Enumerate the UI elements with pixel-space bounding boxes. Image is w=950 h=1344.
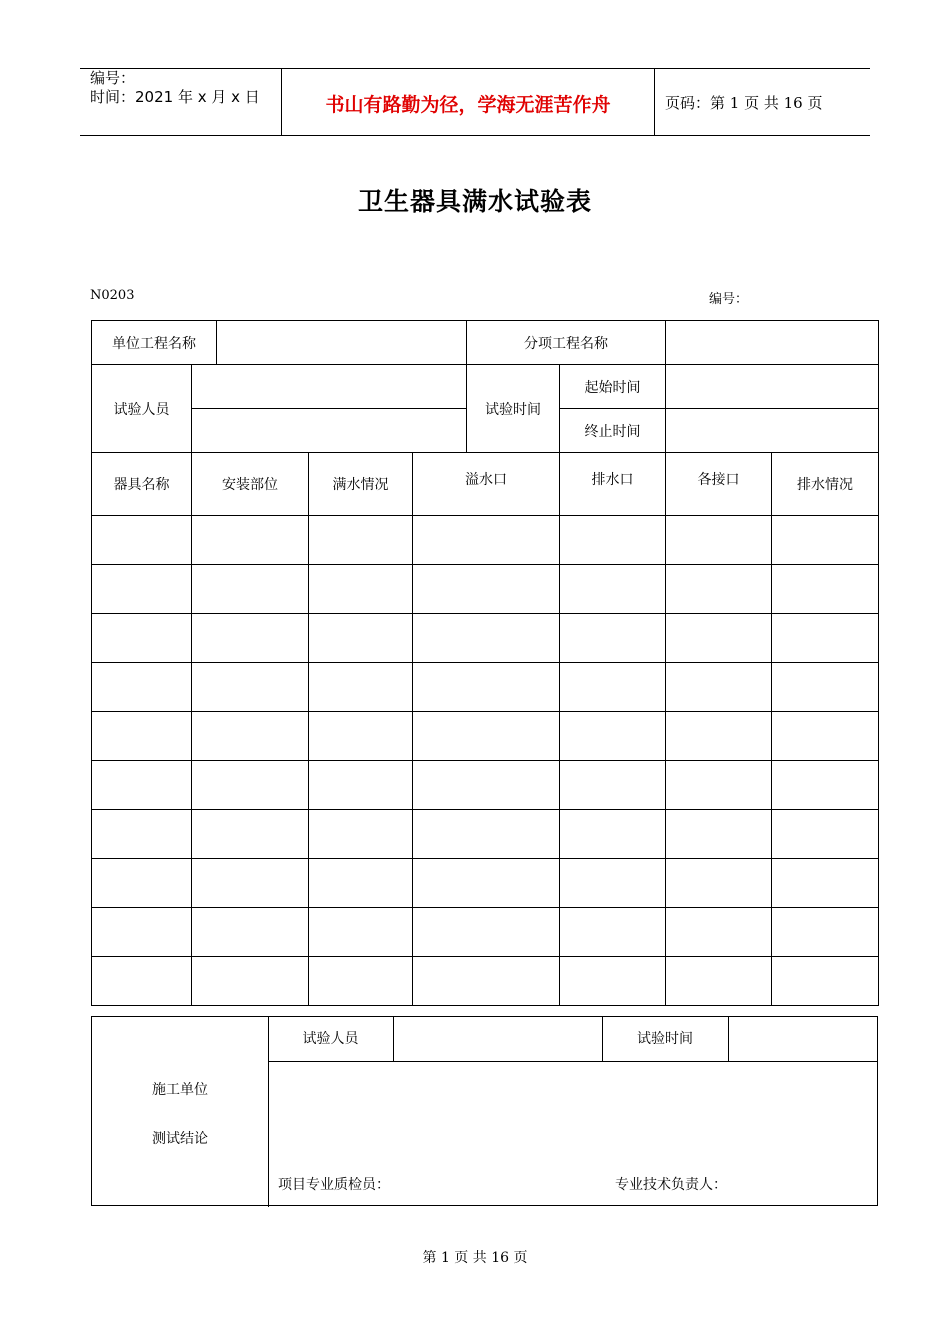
table-cell[interactable] <box>772 761 879 810</box>
table-cell[interactable] <box>560 712 666 761</box>
unit-project-name-label: 单位工程名称 <box>92 321 217 365</box>
table-cell[interactable] <box>560 663 666 712</box>
table-cell[interactable] <box>309 516 413 565</box>
tester-label: 试验人员 <box>92 365 192 453</box>
start-time-field[interactable] <box>666 365 879 409</box>
page-info: 页码：第 1 页 共 16 页 <box>665 94 823 112</box>
table-cell[interactable] <box>309 908 413 957</box>
table-cell[interactable] <box>192 712 309 761</box>
table-cell[interactable] <box>772 859 879 908</box>
form-code: N0203 <box>90 288 135 303</box>
table-cell[interactable] <box>666 614 772 663</box>
table-cell[interactable] <box>92 957 192 1006</box>
table-cell[interactable] <box>560 810 666 859</box>
conclusion-tester-field[interactable] <box>394 1017 602 1061</box>
table-cell[interactable] <box>192 663 309 712</box>
table-cell[interactable] <box>192 565 309 614</box>
test-time-label: 试验时间 <box>467 365 560 453</box>
conclusion-test-time-label: 试验时间 <box>637 1031 693 1047</box>
table-cell[interactable] <box>772 957 879 1006</box>
table-cell[interactable] <box>772 712 879 761</box>
table-cell[interactable] <box>309 859 413 908</box>
sub-project-name-label: 分项工程名称 <box>467 321 666 365</box>
table-cell[interactable] <box>413 663 560 712</box>
table-cell[interactable] <box>309 663 413 712</box>
table-cell[interactable] <box>192 516 309 565</box>
table-cell[interactable] <box>192 761 309 810</box>
tester-row-1 <box>92 365 879 409</box>
serial-label: 编号： <box>90 69 136 87</box>
table-cell[interactable] <box>772 908 879 957</box>
table-cell[interactable] <box>192 859 309 908</box>
table-cell[interactable] <box>772 663 879 712</box>
table-cell[interactable] <box>92 614 192 663</box>
table-cell[interactable] <box>309 614 413 663</box>
table-cell[interactable] <box>92 516 192 565</box>
col-header-fixture-name: 器具名称 <box>92 453 192 516</box>
table-cell[interactable] <box>560 859 666 908</box>
table-row <box>92 663 879 712</box>
table-cell[interactable] <box>666 663 772 712</box>
test-conclusion-label: 测试结论 <box>152 1131 208 1147</box>
col-header-full-water: 满水情况 <box>309 453 413 516</box>
time-label: 时间：2021 年 x 月 x 日 <box>90 88 260 106</box>
table-cell[interactable] <box>772 565 879 614</box>
table-cell[interactable] <box>309 957 413 1006</box>
table-row <box>92 957 879 1006</box>
page-footer: 第 1 页 共 16 页 <box>422 1250 528 1266</box>
table-cell[interactable] <box>192 810 309 859</box>
table-cell[interactable] <box>309 761 413 810</box>
table-cell[interactable] <box>666 516 772 565</box>
header-left <box>90 69 260 107</box>
table-cell[interactable] <box>92 663 192 712</box>
start-time-label: 起始时间 <box>560 365 666 409</box>
table-cell[interactable] <box>92 565 192 614</box>
table-cell[interactable] <box>560 908 666 957</box>
col-header-drain: 排水口 <box>560 453 666 516</box>
table-cell[interactable] <box>413 957 560 1006</box>
table-cell[interactable] <box>92 761 192 810</box>
table-row <box>92 761 879 810</box>
table-cell[interactable] <box>413 859 560 908</box>
end-time-label: 终止时间 <box>560 409 666 453</box>
conclusion-section <box>91 1016 878 1206</box>
col-header-overflow: 溢水口 <box>413 453 560 516</box>
table-cell[interactable] <box>413 761 560 810</box>
conclusion-test-time-field[interactable] <box>729 1017 877 1061</box>
project-row <box>92 321 879 365</box>
quality-inspector-label: 项目专业质检员： <box>278 1177 390 1193</box>
table-cell[interactable] <box>666 712 772 761</box>
table-row <box>92 565 879 614</box>
table-cell[interactable] <box>92 810 192 859</box>
tester-field-2[interactable] <box>192 409 467 453</box>
header-bottom-rule <box>80 135 870 136</box>
table-cell[interactable] <box>92 859 192 908</box>
construction-unit-label: 施工单位 <box>152 1082 208 1098</box>
table-cell[interactable] <box>772 516 879 565</box>
table-cell[interactable] <box>560 761 666 810</box>
table-cell[interactable] <box>560 516 666 565</box>
table-row <box>92 908 879 957</box>
end-time-field[interactable] <box>666 409 879 453</box>
table-cell[interactable] <box>666 859 772 908</box>
table-cell[interactable] <box>772 614 879 663</box>
table-cell[interactable] <box>92 908 192 957</box>
table-cell[interactable] <box>560 565 666 614</box>
table-cell[interactable] <box>560 614 666 663</box>
table-row <box>92 810 879 859</box>
table-cell[interactable] <box>309 712 413 761</box>
test-table <box>91 320 879 1006</box>
col-header-joints: 各接口 <box>666 453 772 516</box>
table-cell[interactable] <box>92 712 192 761</box>
table-cell[interactable] <box>666 908 772 957</box>
table-cell[interactable] <box>413 565 560 614</box>
table-row <box>92 712 879 761</box>
table-cell[interactable] <box>192 614 309 663</box>
conclusion-text-area[interactable] <box>269 1062 877 1172</box>
header-divider-2 <box>654 68 655 136</box>
page-title: 卫生器具满水试验表 <box>357 187 592 216</box>
table-cell[interactable] <box>413 908 560 957</box>
table-cell[interactable] <box>192 908 309 957</box>
conclusion-tester-label: 试验人员 <box>302 1031 359 1047</box>
table-cell[interactable] <box>413 810 560 859</box>
table-cell[interactable] <box>309 810 413 859</box>
table-cell[interactable] <box>413 516 560 565</box>
table-cell[interactable] <box>413 712 560 761</box>
sub-project-name-field[interactable] <box>666 321 879 365</box>
table-cell[interactable] <box>666 761 772 810</box>
table-cell[interactable] <box>666 565 772 614</box>
tech-lead-label: 专业技术负责人： <box>615 1177 727 1193</box>
unit-project-name-field[interactable] <box>217 321 467 365</box>
col-header-drain-status: 排水情况 <box>772 453 879 516</box>
table-cell[interactable] <box>413 614 560 663</box>
table-row <box>92 516 879 565</box>
tester-field-1[interactable] <box>192 365 467 409</box>
column-header-row <box>92 453 879 516</box>
table-cell[interactable] <box>772 810 879 859</box>
table-cell[interactable] <box>192 957 309 1006</box>
serial-field-label: 编号： <box>709 292 749 307</box>
table-cell[interactable] <box>666 810 772 859</box>
motto: 书山有路勤为径，学海无涯苦作舟 <box>325 94 611 116</box>
col-header-install-location: 安装部位 <box>192 453 309 516</box>
table-row <box>92 614 879 663</box>
table-cell[interactable] <box>560 957 666 1006</box>
table-cell[interactable] <box>309 565 413 614</box>
table-row <box>92 859 879 908</box>
table-cell[interactable] <box>666 957 772 1006</box>
